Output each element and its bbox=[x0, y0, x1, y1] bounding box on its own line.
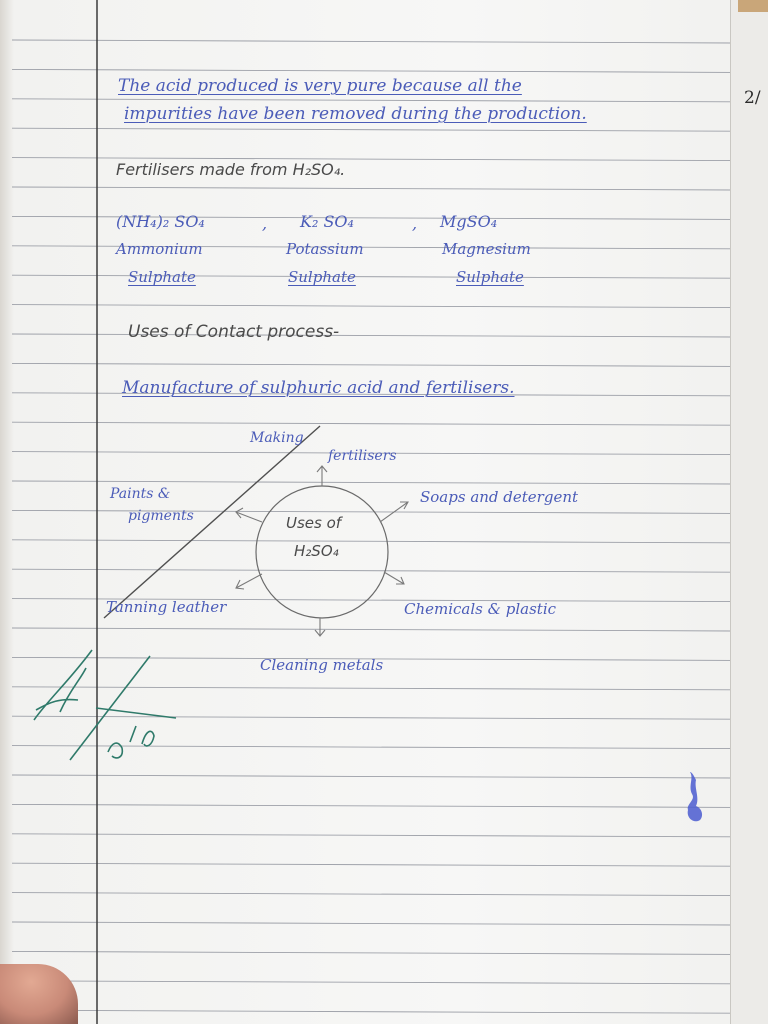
arrow-lower-right bbox=[384, 572, 404, 584]
diagram-label-making: Making bbox=[250, 430, 304, 446]
page-number-marker: 2/ bbox=[744, 88, 761, 108]
diagram-label-paints-1: Paints & bbox=[110, 486, 171, 502]
diagram-center-label-2: H₂SO₄ bbox=[294, 542, 339, 560]
fertiliser-separator-2: , bbox=[412, 214, 418, 233]
ink-blot bbox=[680, 768, 706, 826]
diagram-center-label-1: Uses of bbox=[286, 514, 342, 532]
fertiliser-formula-3: MgSO₄ bbox=[440, 212, 498, 231]
diagram-label-chemicals: Chemicals & plastic bbox=[404, 600, 557, 618]
teacher-signature bbox=[34, 650, 176, 760]
fertiliser-name-1b: Sulphate bbox=[128, 268, 196, 286]
diagram-label-tanning: Tanning leather bbox=[106, 598, 227, 616]
fertiliser-name-3b: Sulphate bbox=[456, 268, 524, 286]
arrow-up bbox=[317, 466, 327, 486]
fertiliser-formula-1: (NH₄)₂ SO₄ bbox=[116, 212, 205, 231]
intro-line-2: impurities have been removed during the production. bbox=[124, 104, 587, 124]
uses-line: Manufacture of sulphuric acid and fertilisers. bbox=[122, 378, 515, 398]
fertiliser-separator-1: , bbox=[262, 214, 268, 233]
diagram-label-fertilisers: fertilisers bbox=[328, 448, 397, 464]
fertiliser-name-2a: Potassium bbox=[286, 240, 364, 258]
diagram-label-paints-2: pigments bbox=[128, 508, 194, 524]
diagram-label-cleaning: Cleaning metals bbox=[260, 656, 384, 674]
intro-line-1: The acid produced is very pure because all the bbox=[118, 76, 522, 96]
diagram-label-soaps: Soaps and detergent bbox=[420, 488, 579, 506]
arrow-upper-right bbox=[380, 502, 408, 522]
fertiliser-formula-2: K₂ SO₄ bbox=[300, 212, 354, 231]
arrow-down bbox=[315, 618, 325, 636]
fertilisers-heading: Fertilisers made from H₂SO₄. bbox=[116, 160, 346, 179]
arrow-left bbox=[236, 508, 262, 522]
uses-heading: Uses of Contact process- bbox=[128, 322, 340, 342]
fertiliser-name-1a: Ammonium bbox=[116, 240, 203, 258]
arrow-lower-left bbox=[236, 574, 262, 589]
fertiliser-name-2b: Sulphate bbox=[288, 268, 356, 286]
fertiliser-name-3a: Magnesium bbox=[442, 240, 531, 258]
